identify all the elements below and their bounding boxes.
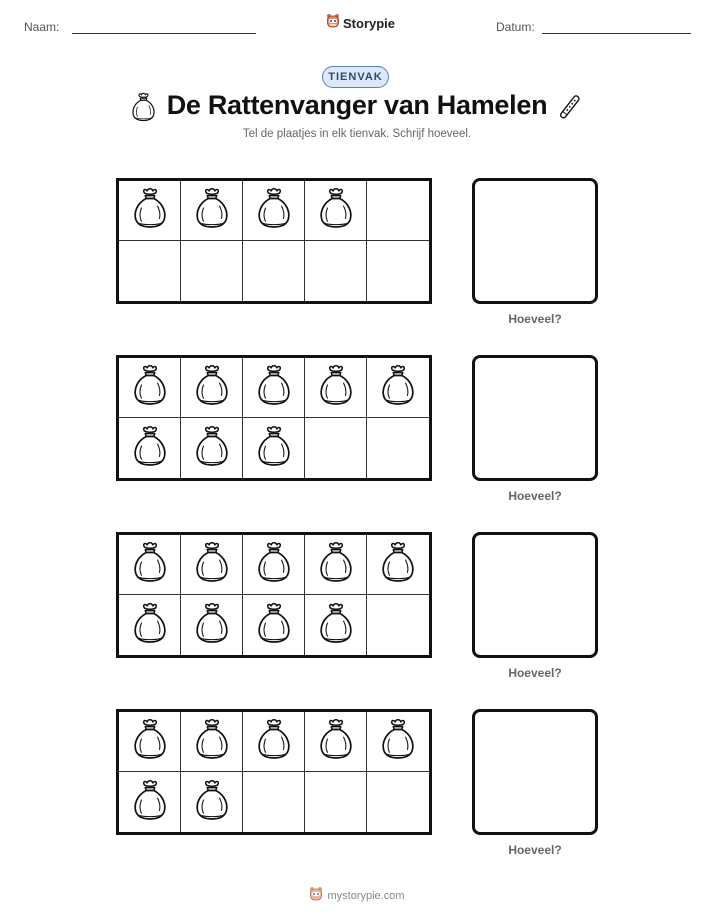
ten-frame-cell (367, 595, 429, 655)
name-field[interactable] (72, 33, 256, 34)
ten-frame-cell (181, 241, 243, 301)
ten-frame-cell (243, 535, 305, 595)
answer-label-4: Hoeveel? (508, 843, 562, 857)
ten-frame-cell (119, 772, 181, 832)
money-bag-icon (193, 779, 231, 826)
money-bag-icon (379, 541, 417, 588)
instructions: Tel de plaatjes in elk tienvak. Schrijf hoeveel. (242, 128, 472, 140)
ten-frame-cell (243, 241, 305, 301)
answer-label-3: Hoeveel? (508, 666, 562, 680)
money-bag-icon (317, 541, 355, 588)
ten-frame-cell (367, 418, 429, 478)
ten-frame-cell (305, 535, 367, 595)
ten-frame-cell (243, 418, 305, 478)
money-bag-icon (193, 541, 231, 588)
brand-logo (326, 13, 395, 34)
money-bag-icon (131, 425, 169, 472)
ten-frame-cell (119, 712, 181, 772)
ten-frame-cell (181, 772, 243, 832)
money-bag-icon (193, 602, 231, 649)
ten-frame-cell (181, 595, 243, 655)
storypie-mascot-icon (326, 13, 340, 34)
ten-frame-cell (305, 712, 367, 772)
ten-frame-cell (243, 712, 305, 772)
ten-frame-cell (243, 181, 305, 241)
ten-frame-cell (305, 595, 367, 655)
money-bag-icon (379, 364, 417, 411)
money-bag-icon (131, 718, 169, 765)
ten-frame-cell (119, 358, 181, 418)
ten-frame-cell (367, 358, 429, 418)
brand-name: Storypie (343, 16, 396, 31)
answer-label-2: Hoeveel? (508, 489, 562, 503)
ten-frame-cell (367, 181, 429, 241)
activity-badge: TIENVAK (322, 66, 389, 88)
ten-frame-cell (181, 358, 243, 418)
ten-frame-cell (119, 241, 181, 301)
storypie-mascot-icon (309, 886, 323, 905)
money-bag-icon (193, 425, 231, 472)
ten-frame-cell (119, 418, 181, 478)
answer-box-1[interactable] (472, 178, 598, 304)
money-bag-icon (317, 718, 355, 765)
money-bag-icon (131, 364, 169, 411)
money-bag-icon (255, 718, 293, 765)
ten-frame-1 (116, 178, 432, 304)
ten-frame-cell (243, 595, 305, 655)
money-bag-icon (379, 718, 417, 765)
page-title: De Rattenvanger van Hamelen (166, 90, 548, 120)
answer-label-1: Hoeveel? (508, 312, 562, 326)
ten-frame-cell (367, 772, 429, 832)
ten-frame-cell (243, 772, 305, 832)
answer-box-2[interactable] (472, 355, 598, 481)
ten-frame-3 (116, 532, 432, 658)
ten-frame-cell (305, 241, 367, 301)
money-bag-icon (193, 364, 231, 411)
answer-box-4[interactable] (472, 709, 598, 835)
ten-frame-cell (181, 418, 243, 478)
money-bag-icon (193, 187, 231, 234)
money-bag-icon (131, 779, 169, 826)
ten-frame-cell (367, 535, 429, 595)
money-bag-icon (317, 187, 355, 234)
money-bag-icon (255, 602, 293, 649)
name-label: Naam: (24, 20, 60, 34)
date-label: Datum: (496, 20, 535, 34)
money-bag-icon (255, 364, 293, 411)
answer-box-3[interactable] (472, 532, 598, 658)
footer (0, 886, 714, 905)
ten-frame-cell (119, 535, 181, 595)
ten-frame-cell (119, 181, 181, 241)
ten-frame-cell (181, 181, 243, 241)
ten-frame-cell (367, 241, 429, 301)
flute-icon (556, 91, 584, 128)
money-bag-icon (193, 718, 231, 765)
ten-frame-4 (116, 709, 432, 835)
ten-frame-cell (305, 772, 367, 832)
money-bag-icon (131, 187, 169, 234)
money-bag-icon (317, 602, 355, 649)
ten-frame-cell (119, 595, 181, 655)
ten-frame-cell (181, 712, 243, 772)
ten-frame-2 (116, 355, 432, 481)
ten-frame-cell (305, 418, 367, 478)
ten-frame-cell (305, 358, 367, 418)
ten-frame-cell (181, 535, 243, 595)
money-bag-icon (255, 187, 293, 234)
date-field[interactable] (542, 33, 691, 34)
ten-frame-cell (243, 358, 305, 418)
money-bag-icon (255, 541, 293, 588)
money-bag-icon (317, 364, 355, 411)
ten-frame-cell (367, 712, 429, 772)
ten-frame-cell (305, 181, 367, 241)
money-bag-icon (131, 602, 169, 649)
money-bag-icon (255, 425, 293, 472)
footer-url: mystorypie.com (327, 889, 405, 902)
money-bag-icon (131, 541, 169, 588)
